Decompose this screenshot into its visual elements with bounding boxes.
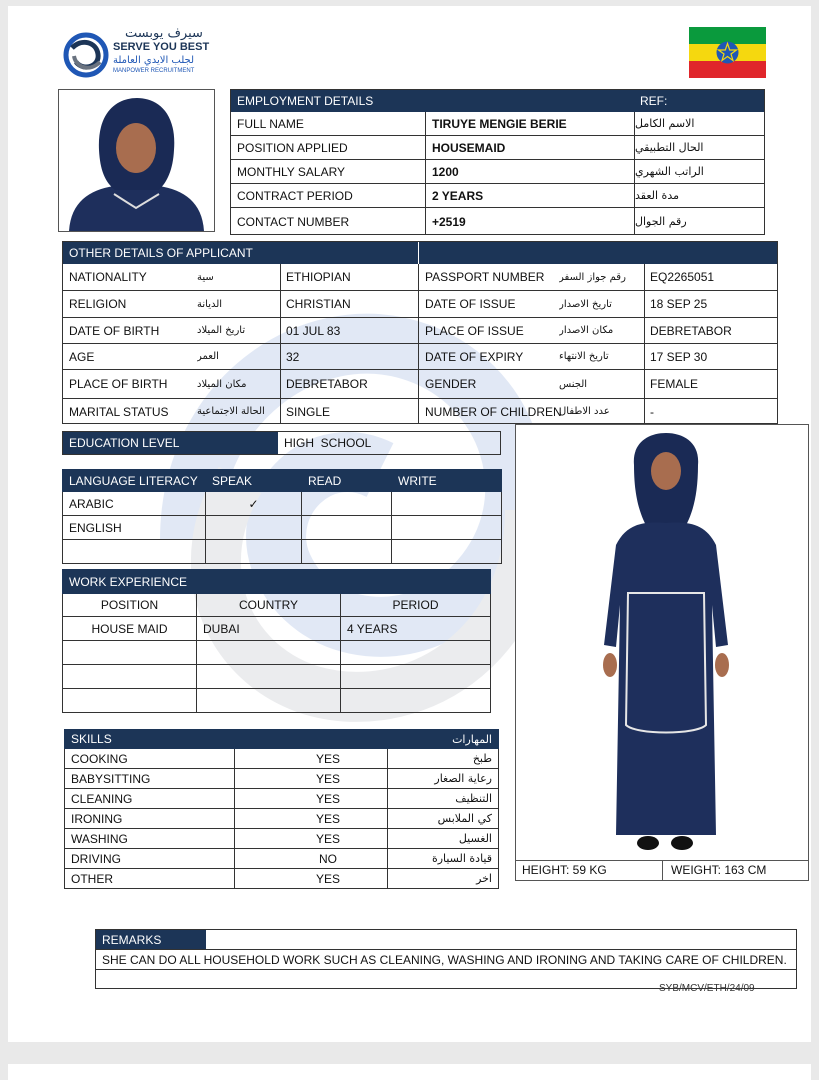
other-details-row <box>63 264 777 291</box>
other-details-row <box>63 344 777 370</box>
detail-label: DATE OF ISSUE <box>425 297 516 311</box>
language-write <box>392 492 502 516</box>
work-period <box>341 641 491 665</box>
work-row <box>63 665 491 689</box>
detail-label: NATIONALITY <box>69 270 147 284</box>
work-column-header: COUNTRY <box>197 594 341 617</box>
skills-table <box>64 729 499 889</box>
work-experience-header-row <box>63 570 491 594</box>
work-position <box>63 665 197 689</box>
skill-row <box>65 829 499 849</box>
employment-field-label: MONTHLY SALARY <box>231 160 426 183</box>
language-row <box>63 540 502 564</box>
work-experience-header: WORK EXPERIENCE <box>63 570 341 594</box>
language-speak <box>206 540 302 564</box>
other-details-header <box>63 242 777 264</box>
detail-arabic-label: رقم جواز السفر <box>559 264 645 290</box>
employment-field-value: 2 YEARS <box>426 184 635 207</box>
brand-arabic-name: سيرف يوبست <box>125 26 203 41</box>
skill-name: CLEANING <box>65 789 235 809</box>
work-period: 4 YEARS <box>341 617 491 641</box>
detail-label: AGE <box>69 349 95 364</box>
other-details-row <box>63 370 777 399</box>
detail-value: - <box>650 404 654 419</box>
measurements-row <box>515 860 809 881</box>
employment-row <box>231 208 764 235</box>
skill-row <box>65 769 499 789</box>
detail-label: RELIGION <box>69 297 127 311</box>
skill-arabic: طبخ <box>388 749 499 769</box>
employment-field-arabic: الراتب الشهري <box>635 165 704 178</box>
employment-details-header <box>231 90 764 112</box>
language-column-header: WRITE <box>392 470 502 492</box>
brand-tagline: MANPOWER RECRUITMENT <box>113 68 195 74</box>
skill-value: NO <box>235 849 388 869</box>
detail-value: FEMALE <box>650 377 699 391</box>
skill-value: YES <box>235 749 388 769</box>
detail-arabic-label: الحالة الاجتماعية <box>197 399 281 424</box>
company-logo-icon <box>62 28 110 82</box>
employment-field-label: POSITION APPLIED <box>231 136 426 159</box>
education-level-row <box>62 431 501 455</box>
detail-label: GENDER <box>425 377 477 391</box>
employment-field-value: 1200 <box>426 160 635 183</box>
employment-field-value: HOUSEMAID <box>426 136 635 159</box>
work-row <box>63 641 491 665</box>
language-header-row <box>63 470 502 492</box>
employment-field-arabic: الاسم الكامل <box>635 117 695 130</box>
employment-row <box>231 112 764 136</box>
employment-row <box>231 184 764 208</box>
language-speak <box>206 516 302 540</box>
detail-arabic-label: الديانة <box>197 291 281 317</box>
language-read <box>302 492 392 516</box>
work-experience-table <box>62 569 491 713</box>
other-details-row <box>63 291 777 318</box>
skills-header-arabic: المهارات <box>388 730 499 749</box>
skill-value: YES <box>235 869 388 889</box>
portrait-figure-icon <box>59 90 214 231</box>
full-body-figure-icon <box>516 425 808 860</box>
language-speak: ✓ <box>206 492 302 516</box>
skill-value: YES <box>235 809 388 829</box>
skill-arabic: قيادة السيارة <box>388 849 499 869</box>
language-read <box>302 540 392 564</box>
detail-value: 32 <box>281 344 419 369</box>
detail-arabic-label: مكان الاصدار <box>559 318 645 343</box>
language-row <box>63 492 502 516</box>
detail-label: DATE OF EXPIRY <box>425 349 524 364</box>
detail-label: MARITAL STATUS <box>69 404 169 419</box>
language-column-header: READ <box>302 470 392 492</box>
brand-name: SERVE YOU BEST <box>113 41 210 53</box>
detail-label: PLACE OF ISSUE <box>425 323 524 338</box>
detail-value: 18 SEP 25 <box>650 297 708 311</box>
employment-field-value: TIRUYE MENGIE BERIE <box>426 112 635 135</box>
education-level-label: EDUCATION LEVEL <box>63 432 278 454</box>
detail-arabic-label: تاريخ الاصدار <box>559 291 645 317</box>
work-country: DUBAI <box>197 617 341 641</box>
work-position <box>63 641 197 665</box>
work-country <box>197 641 341 665</box>
skill-row <box>65 809 499 829</box>
language-write <box>392 540 502 564</box>
detail-label: PASSPORT NUMBER <box>425 270 545 284</box>
skill-row <box>65 869 499 889</box>
skill-row <box>65 789 499 809</box>
applicant-portrait-photo <box>58 89 215 232</box>
skill-value: YES <box>235 789 388 809</box>
other-details-header-label: OTHER DETAILS OF APPLICANT <box>63 242 419 264</box>
remarks-box <box>95 929 797 989</box>
skills-header-row <box>65 730 499 749</box>
detail-value: EQ2265051 <box>650 270 715 284</box>
next-page-edge <box>8 1064 811 1080</box>
detail-value: 01 JUL 83 <box>281 318 419 343</box>
skill-arabic: رعاية الصغار <box>388 769 499 789</box>
detail-arabic-label: سية <box>197 264 281 290</box>
work-position: HOUSE MAID <box>63 617 197 641</box>
skill-value: YES <box>235 829 388 849</box>
work-period <box>341 665 491 689</box>
work-position <box>63 689 197 713</box>
work-column-header: POSITION <box>63 594 197 617</box>
applicant-full-body-photo <box>515 424 809 861</box>
skill-arabic: التنظيف <box>388 789 499 809</box>
detail-arabic-label: مكان الميلاد <box>197 370 281 398</box>
skill-name: OTHER <box>65 869 235 889</box>
remarks-text: SHE CAN DO ALL HOUSEHOLD WORK SUCH AS CLEANING, WASHING AND IRONING AND TAKING CARE OF CHILDREN. <box>96 949 796 970</box>
detail-arabic-label: العمر <box>197 344 281 369</box>
employment-field-arabic: الحال التطبيقي <box>635 141 704 154</box>
detail-arabic-label: عدد الاطفال <box>559 399 645 424</box>
work-experience-header-blank <box>341 570 491 594</box>
height-label: HEIGHT: 59 KG <box>516 860 663 880</box>
ethiopia-flag-icon <box>689 27 766 78</box>
skill-row <box>65 849 499 869</box>
language-read <box>302 516 392 540</box>
education-level-value: HIGH SCHOOL <box>284 436 372 450</box>
skill-name: COOKING <box>65 749 235 769</box>
detail-value: 17 SEP 30 <box>650 349 708 364</box>
other-details-row <box>63 399 777 424</box>
language-column-header: SPEAK <box>206 470 302 492</box>
work-columns-row <box>63 594 491 617</box>
skill-name: IRONING <box>65 809 235 829</box>
employment-row <box>231 136 764 160</box>
remarks-header: REMARKS <box>96 930 206 949</box>
language-write <box>392 516 502 540</box>
language-name: ARABIC <box>63 492 206 516</box>
language-column-header: LANGUAGE LITERACY <box>63 470 206 492</box>
work-row <box>63 617 491 641</box>
work-column-header: PERIOD <box>341 594 491 617</box>
brand-arabic-tagline: لجلب الايدي العاملة <box>113 55 195 66</box>
ref-label: REF: <box>640 94 668 108</box>
language-name: ENGLISH <box>63 516 206 540</box>
skill-row <box>65 749 499 769</box>
work-period <box>341 689 491 713</box>
work-country <box>197 665 341 689</box>
detail-value: DEBRETABOR <box>650 323 732 338</box>
weight-label: WEIGHT: 163 CM <box>671 863 767 877</box>
skill-value: YES <box>235 769 388 789</box>
employment-field-arabic: رقم الجوال <box>635 215 687 228</box>
language-literacy-table <box>62 469 502 564</box>
skill-name: DRIVING <box>65 849 235 869</box>
work-row <box>63 689 491 713</box>
skills-header-blank <box>235 730 388 749</box>
language-name <box>63 540 206 564</box>
employment-header-label: EMPLOYMENT DETAILS <box>237 94 374 108</box>
employment-row <box>231 160 764 184</box>
skills-header: SKILLS <box>65 730 235 749</box>
detail-value: DEBRETABOR <box>281 370 419 398</box>
skill-arabic: كي الملابس <box>388 809 499 829</box>
detail-value: CHRISTIAN <box>281 291 419 317</box>
skill-arabic: الغسيل <box>388 829 499 849</box>
employment-field-label: CONTACT NUMBER <box>231 208 426 235</box>
employment-details-table <box>230 89 765 235</box>
employment-field-value: +2519 <box>426 208 635 235</box>
employment-field-arabic: مدة العقد <box>635 189 679 202</box>
other-details-row <box>63 318 777 344</box>
detail-arabic-label: تاريخ الميلاد <box>197 318 281 343</box>
detail-label: NUMBER OF CHILDREN <box>425 404 562 419</box>
detail-label: DATE OF BIRTH <box>69 323 160 338</box>
detail-label: PLACE OF BIRTH <box>69 377 168 391</box>
company-name-block <box>113 26 223 84</box>
employment-field-label: FULL NAME <box>231 112 426 135</box>
work-country <box>197 689 341 713</box>
skill-arabic: اخر <box>388 869 499 889</box>
skill-name: BABYSITTING <box>65 769 235 789</box>
detail-value: ETHIOPIAN <box>281 264 419 290</box>
employment-field-label: CONTRACT PERIOD <box>231 184 426 207</box>
other-details-table <box>62 241 778 424</box>
detail-arabic-label: تاريخ الانتهاء <box>559 344 645 369</box>
document-code: SYB/MCV/ETH/24/09 <box>659 983 755 994</box>
skill-name: WASHING <box>65 829 235 849</box>
detail-value: SINGLE <box>281 399 419 424</box>
language-row <box>63 516 502 540</box>
detail-arabic-label: الجنس <box>559 370 645 398</box>
